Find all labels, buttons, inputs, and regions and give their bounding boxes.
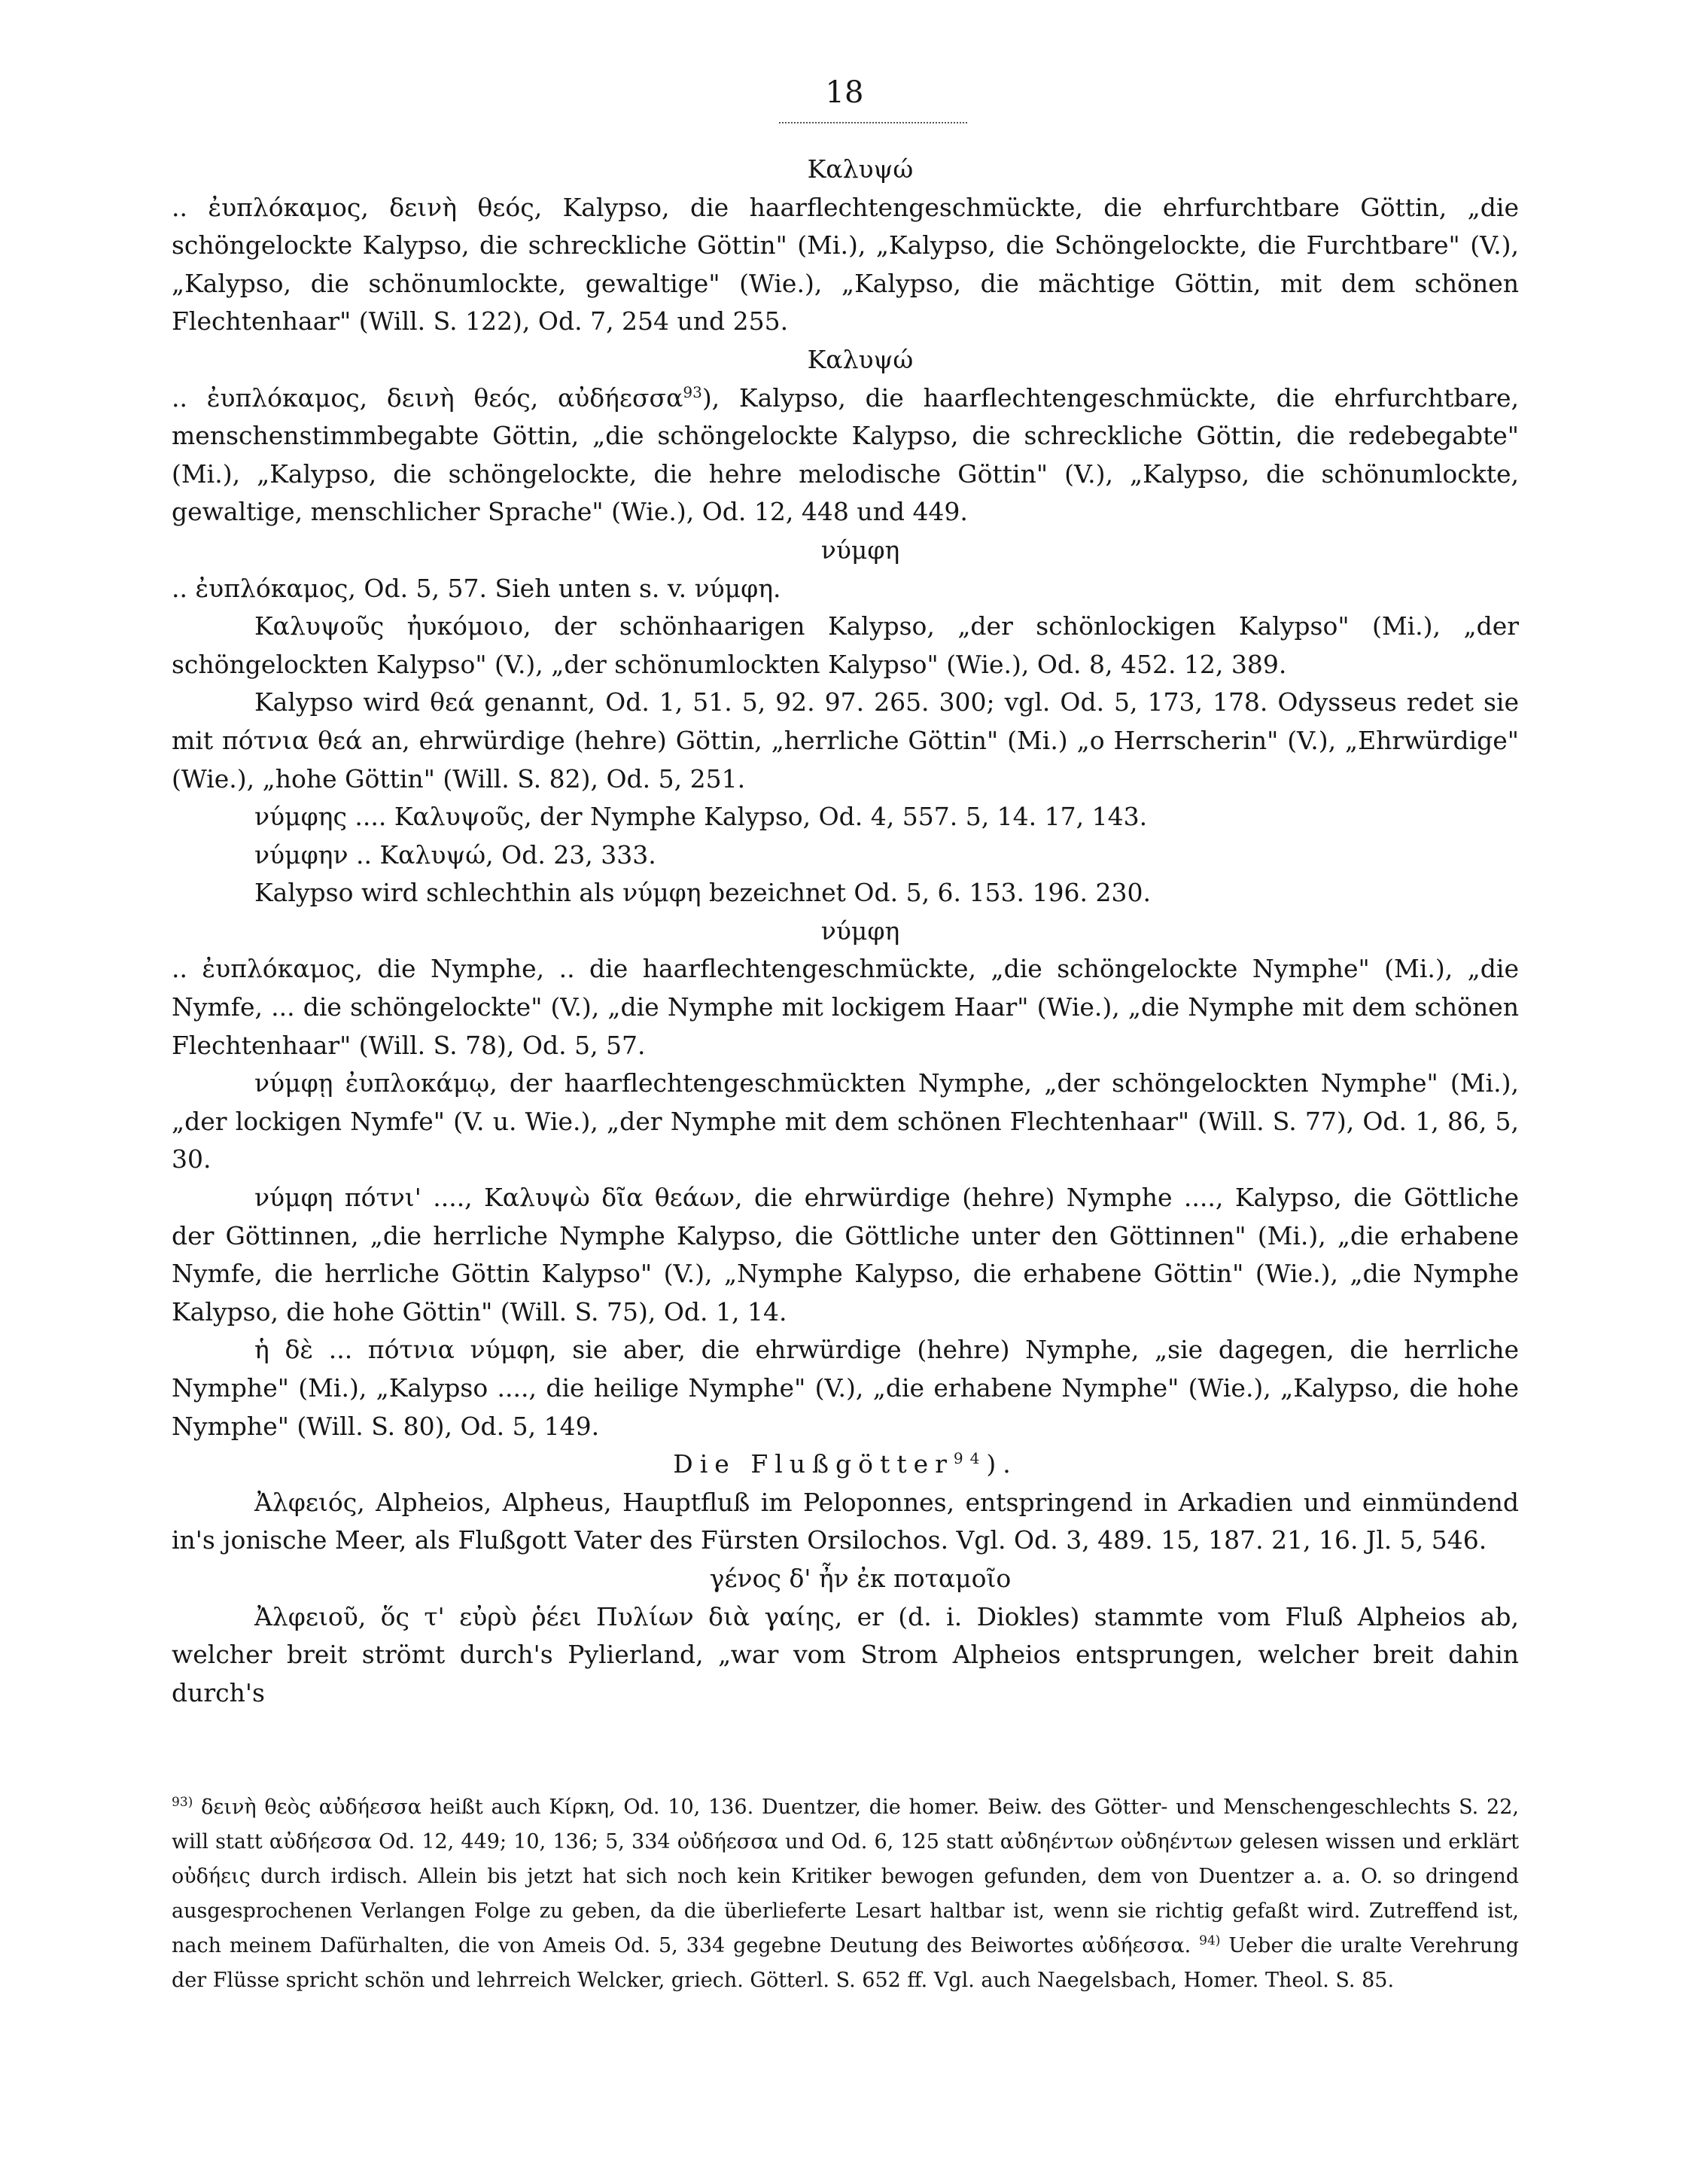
entry-paragraph: .. ἐυπλόκαμος, Od. 5, 57. Sieh unten s. v. νύμφη.	[172, 573, 781, 603]
entry-paragraph: .. ἐυπλόκαμος, δεινὴ θεός, Kalypso, die haarflechtengeschmückte, die ehrfurchtbare Göttin, „die schöngelockte Kalypso, die schreckliche Göttin" (Mi.), „Kalypso, die Schöngelockte, die Furchtbare" (V.), „Kalypso, die schönumlockte, gewaltige" (Wie.), „Kalypso, die mächtige Göttin, mit dem schönen Flechtenhaar" (Will. S. 122), Od. 7, 254 und 255.	[172, 192, 1519, 337]
footnote-mark: 94)	[1199, 1933, 1221, 1948]
header-rule	[779, 122, 967, 123]
page-number: 18	[825, 75, 864, 110]
entry-paragraph: Kalypso wird schlechthin als νύμφη bezeichnet Od. 5, 6. 153. 196. 230.	[254, 878, 1151, 908]
lemma-heading: νύμφη	[820, 535, 900, 565]
lemma-heading: Καλυψώ	[807, 154, 914, 184]
entry-paragraph: Kalypso wird θεά genannt, Od. 1, 51. 5, 92. 97. 265. 300; vgl. Od. 5, 173, 178. Odysseus redet sie mit πότνια θεά an, ehrwürdige (hehre) Göttin, „herrliche Göttin" (Mi.) „o Herrscherin" (V.), „Ehrwürdige" (Wie.), „hohe Göttin" (Will. S. 82), Od. 5, 251.	[172, 687, 1519, 793]
entry-paragraph: νύμφης .... Καλυψοῦς, der Nymphe Kalypso, Od. 4, 557. 5, 14. 17, 143.	[254, 802, 1148, 832]
footnote-mark: 93)	[172, 1795, 193, 1810]
footnote-ref-93: 93	[683, 382, 702, 401]
lemma-heading: γένος δ' ἦν ἐκ ποταμοῖο	[709, 1563, 1012, 1593]
lemma-heading: νύμφη	[820, 915, 900, 946]
lemma-heading: Καλυψώ	[807, 344, 914, 374]
entry-paragraph: νύμφην .. Καλυψώ, Od. 23, 333.	[254, 839, 656, 870]
entry-paragraph: .. ἐυπλόκαμος, die Nymphe, .. die haarflechtengeschmückte, „die schöngelockte Nymphe" (Mi.), „die Nymfe, ... die schöngelockte" (V.), „die Nymphe mit lockigem Haar" (Wie.), „die Nymphe mit dem schönen Flechtenhaar" (Will. S. 78), Od. 5, 57.	[172, 954, 1519, 1060]
footnote-ref-94: 94	[953, 1449, 987, 1468]
footnotes	[172, 1790, 1519, 1998]
entry-paragraph: νύμφη πότνι' ...., Καλυψὼ δῖα θεάων, die ehrwürdige (hehre) Nymphe ...., Kalypso, die Göttliche der Göttinnen, „die herrliche Nymphe Kalypso, die Göttliche unter den Göttinnen" (Mi.), „die erhabene Nymfe, die herrliche Göttin Kalypso" (V.), „Nymphe Kalypso, die erhabene Göttin" (Wie.), „die Nymphe Kalypso, die hohe Göttin" (Will. S. 75), Od. 1, 14.	[172, 1183, 1519, 1327]
entry-paragraph: ἡ δὲ ... πότνια νύμφη, sie aber, die ehrwürdige (hehre) Nymphe, „sie dagegen, die herrliche Nymphe" (Mi.), „Kalypso ...., die heilige Nymphe" (V.), „die erhabene Nymphe" (Wie.), „Kalypso, die hohe Nymphe" (Will. S. 80), Od. 5, 149.	[172, 1335, 1519, 1441]
section-title: Die Flußgötter$^{94}$).	[673, 1449, 1018, 1479]
main-text	[172, 151, 1519, 1712]
entry-paragraph: Ἀλφειός, Alpheios, Alpheus, Hauptfluß im Peloponnes, entspringend in Arkadien und einmündend in's jonische Meer, als Flußgott Vater des Fürsten Orsilochos. Vgl. Od. 3, 489. 15, 187. 21, 16. Jl. 5, 546.	[172, 1487, 1519, 1555]
entry-paragraph: Καλυψοῦς ἠυκόμοιο, der schönhaarigen Kalypso, „der schönlockigen Kalypso" (Mi.), „der schöngelockten Kalypso" (V.), „der schönumlockten Kalypso" (Wie.), Od. 8, 452. 12, 389.	[172, 611, 1519, 679]
footnote: $^{93)}$ δεινὴ θεὸς αὐδήεσσα heißt auch Κίρκη, Od. 10, 136. Duentzer, die homer. Beiw. des Götter- und Menschengeschlechts S. 22, will statt αὐδήεσσα Od. 12, 449; 10, 136; 5, 334 οὐδήεσσα und Od. 6, 125 statt αὐδηέντων οὐδηέντων gelesen wissen und erklärt οὐδήεις durch irdisch. Allein bis jetzt hat sich noch kein Kritiker bewogen gefunden, dem von Duentzer a. a. O. so dringend ausgesprochenen Verlangen Folge zu geben, da die überlieferte Lesart haltbar ist, wenn sie richtig gefaßt wird. Zutreffend ist, nach meinem Dafürhalten, die von Ameis Od. 5, 334 gegebne Deutung des Beiwortes αὐδήεσσα. $^{94)}$ Ueber die uralte Verehrung der Flüsse spricht schön und lehrreich Welcker, griech. Götterl. S. 652 ff. Vgl. auch Naegelsbach, Homer. Theol. S. 85.	[172, 1795, 1519, 1992]
entry-paragraph: Ἀλφειοῦ, ὅς τ' εὐρὺ ῥέει Πυλίων διὰ γαίης, er (d. i. Diokles) stammte vom Fluß Alpheios ab, welcher breit strömt durch's Pylierland, „war vom Strom Alpheios entsprungen, welcher breit dahin durch's	[172, 1601, 1519, 1707]
entry-paragraph: νύμφῃ ἐυπλοκάμῳ, der haarflechtengeschmückten Nymphe, „der schöngelockten Nymphe" (Mi.), „der lockigen Nymfe" (V. u. Wie.), „der Nymphe mit dem schönen Flechtenhaar" (Will. S. 77), Od. 1, 86, 5, 30.	[172, 1068, 1519, 1174]
entry-paragraph: .. ἐυπλόκαμος, δεινὴ θεός, αὐδήεσσα$^{93}$), Kalypso, die haarflechtengeschmückte, die ehrfurchtbare, menschenstimmbegabte Göttin, „die schöngelockte Kalypso, die schreckliche Göttin, die redebegabte" (Mi.), „Kalypso, die schöngelockte, die hehre melodische Göttin" (V.), „Kalypso, die schönumlockte, gewaltige, menschlicher Sprache" (Wie.), Od. 12, 448 und 449.	[172, 382, 1519, 527]
